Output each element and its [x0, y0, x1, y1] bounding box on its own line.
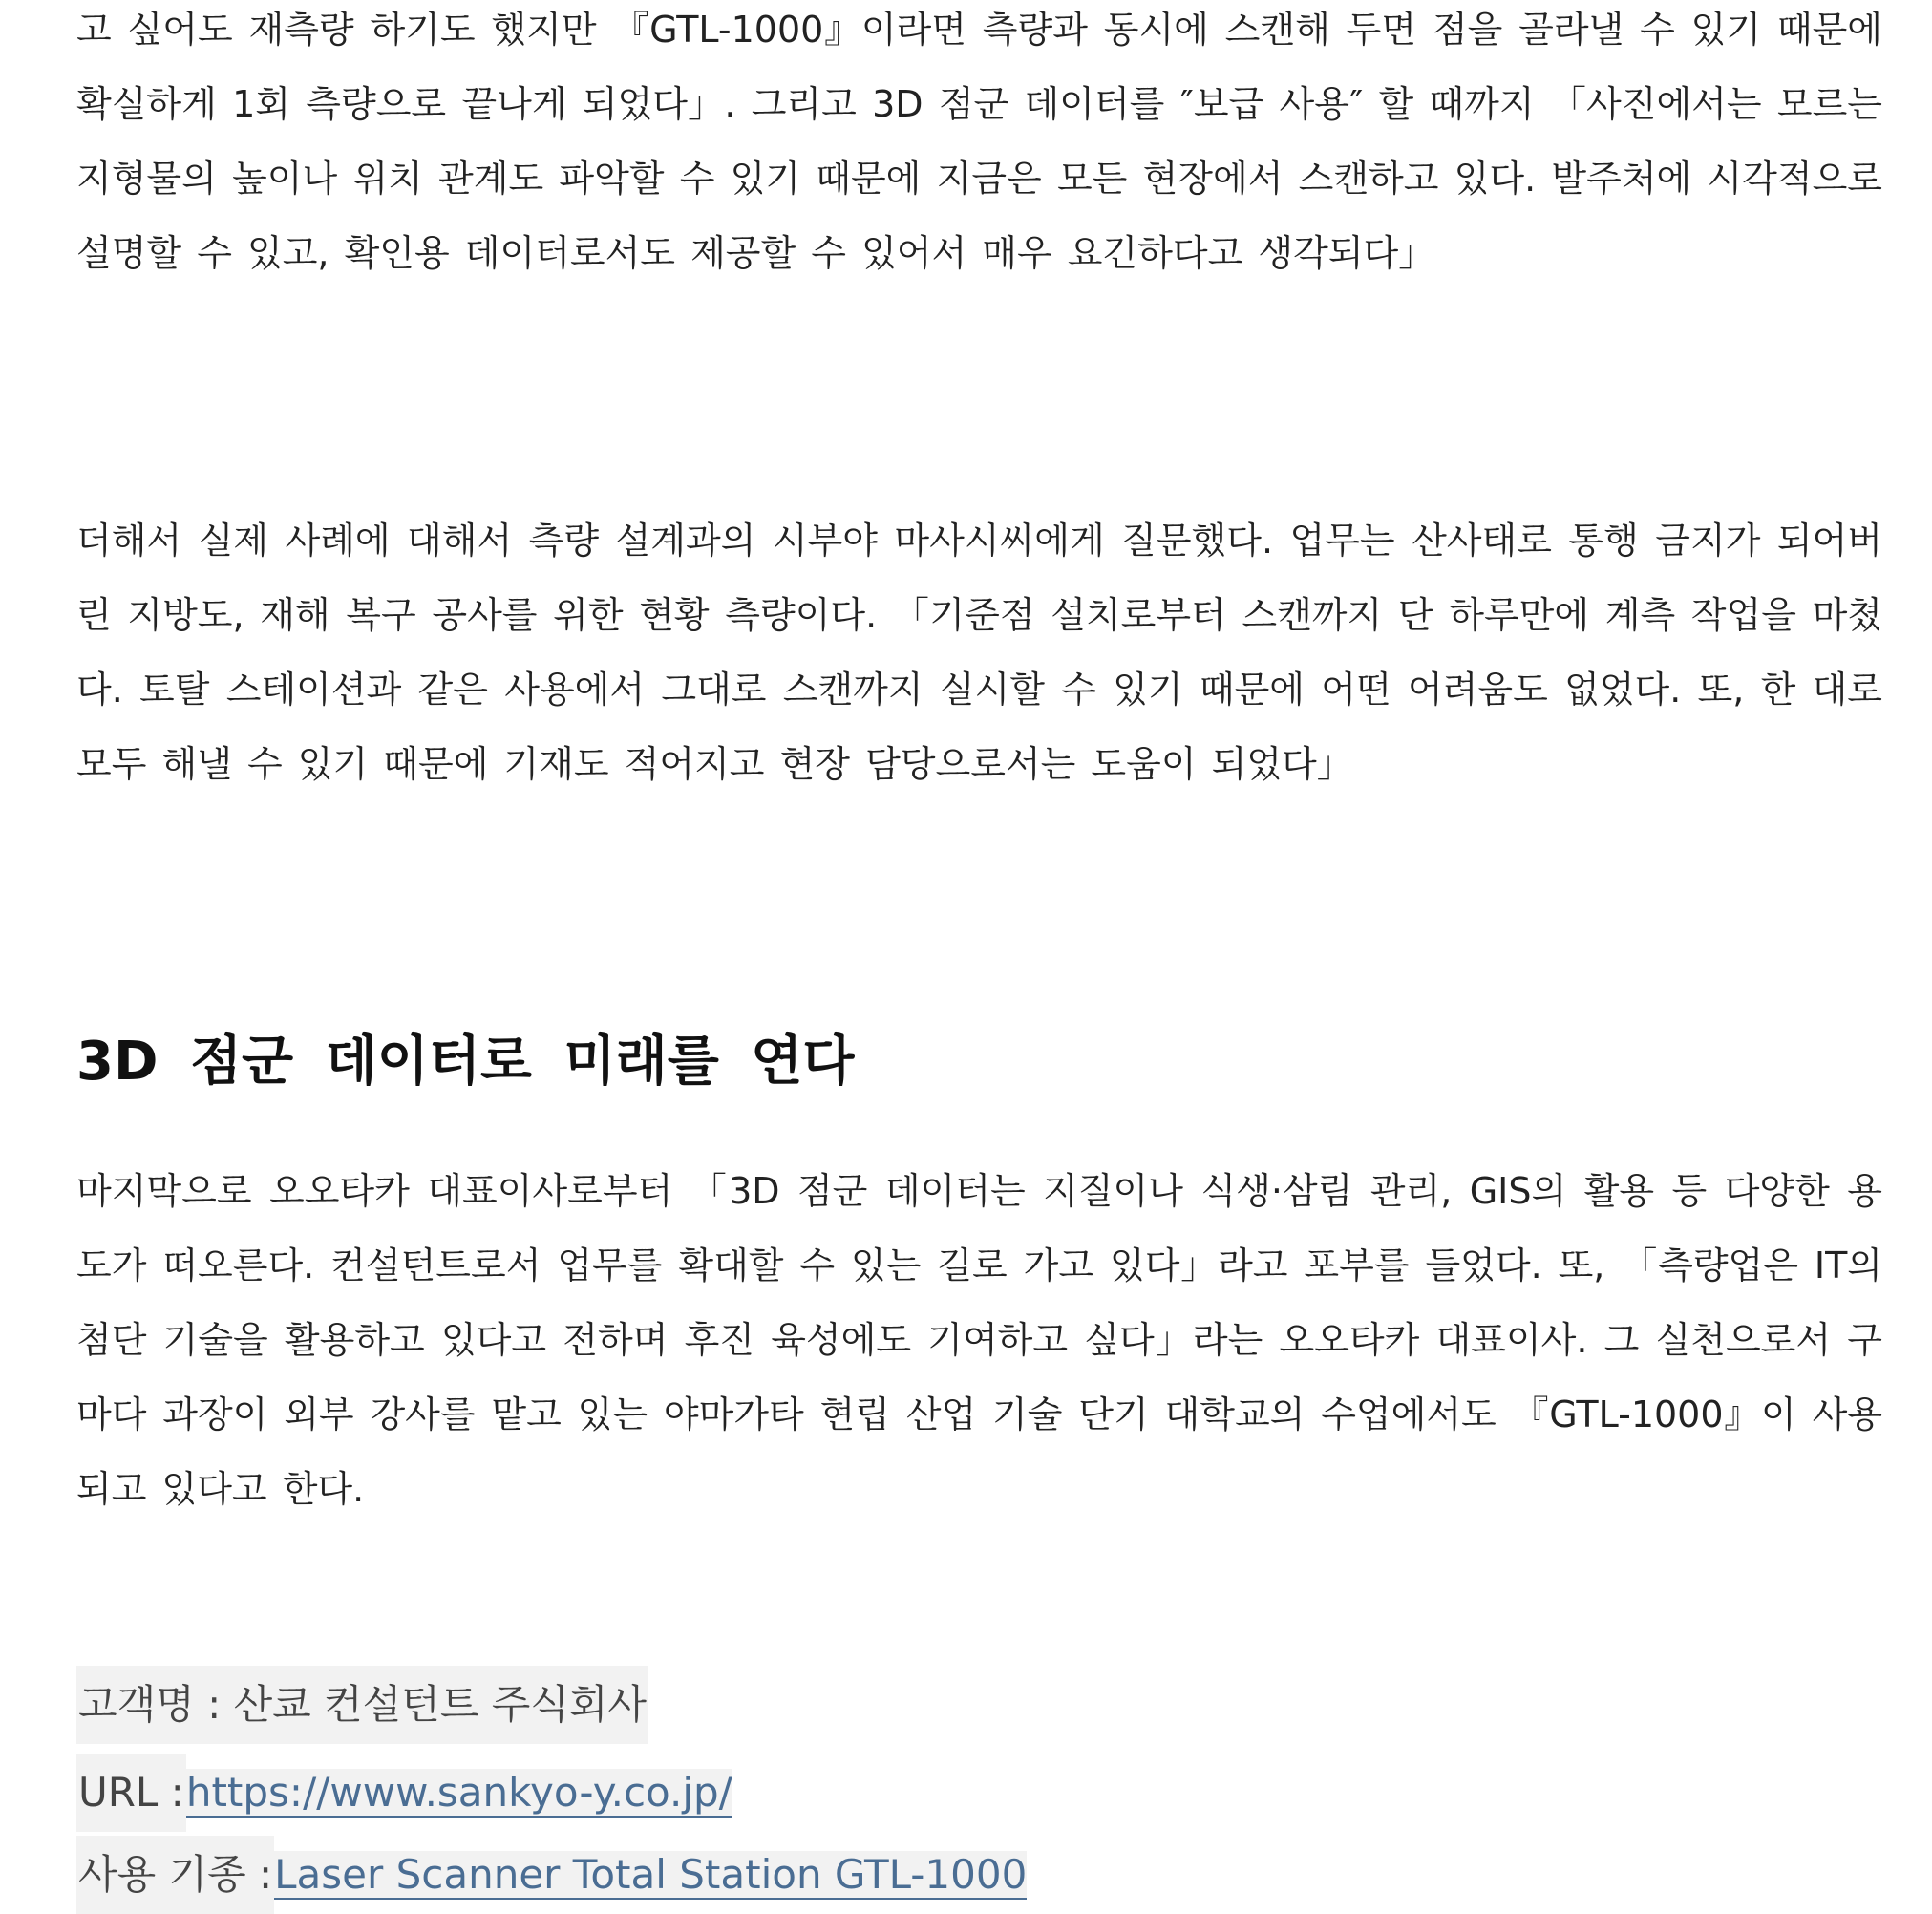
section-heading: 3D 점군 데이터로 미래를 연다 — [76, 1031, 855, 1093]
article-paragraph-2: 더해서 실제 사례에 대해서 측량 설계과의 시부야 마사시씨에게 질문했다. 업무는 산사태로 통행 금지가 되어버린 지방도, 재해 복구 공사를 위한 현황 측량이다. 「기준점 설치로부터 스캔까지 단 하루만에 계측 작업을 마쳤다. 토탈 스테이션과 같은 사용에서 그대로 스캔까지 실시할 수 있기 때문에 어떤 어려움도 없었다. 또, 한 대로 모두 해낼 수 있기 때문에 기재도 적어지고 현장 담당으로서는 도움이 되었다」 — [76, 520, 1882, 785]
model-label: 사용 기종 : — [76, 1836, 274, 1914]
article-paragraph-3: 마지막으로 오오타카 대표이사로부터 「3D 점군 데이터는 지질이나 식생·삼림 관리, GIS의 활용 등 다양한 용도가 떠오른다. 컨설턴트로서 업무를 확대할 수 있는 길로 가고 있다」라고 포부를 들었다. 또, 「측량업은 IT의 첨단 기술을 활용하고 있다고 전하며 후진 육성에도 기여하고 싶다」라는 오오타카 대표이사. 그 실천으로서 구마다 과장이 외부 강사를 맡고 있는 야마가타 현립 산업 기술 단기 대학교의 수업에서도 『GTL-1000』이 사용되고 있다고 한다. — [76, 1170, 1882, 1510]
product-link[interactable]: Laser Scanner Total Station GTL-1000 — [274, 1851, 1028, 1898]
customer-name-label: 고객명 : 산쿄 컨설턴트 주식회사 — [76, 1666, 648, 1744]
url-info-row — [76, 1754, 732, 1832]
company-url-link[interactable]: https://www.sankyo-y.co.jp/ — [185, 1769, 732, 1816]
model-info-row — [76, 1836, 1027, 1914]
url-label: URL : — [76, 1754, 186, 1832]
customer-info-row — [76, 1666, 648, 1744]
article-paragraph-1: 고 싶어도 재측량 하기도 했지만 『GTL-1000』이라면 측량과 동시에 스캔해 두면 점을 골라낼 수 있기 때문에 확실하게 1회 측량으로 끝나게 되었다」. 그리고 3D 점군 데이터를 ″보급 사용″ 할 때까지 「사진에서는 모르는 지형물의 높이나 위치 관계도 파악할 수 있기 때문에 지금은 모든 현장에서 스캔하고 있다. 발주처에 시각적으로 설명할 수 있고, 확인용 데이터로서도 제공할 수 있어서 매우 요긴하다고 생각되다」 — [76, 9, 1882, 274]
